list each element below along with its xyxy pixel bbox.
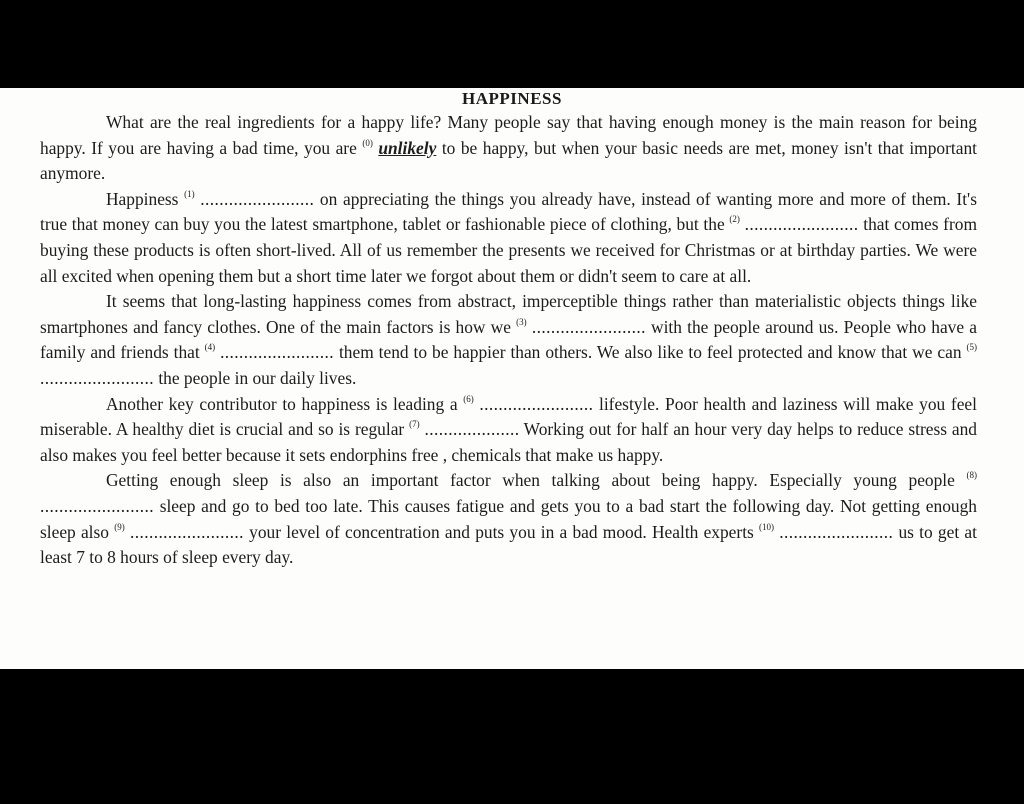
- text-segment: What are the real ingredients for a happy life? Many people say that having enough money is the main reason for being happy. If you are having a bad time, you are: [40, 112, 977, 158]
- gap-number-4: (4): [204, 342, 216, 353]
- bottom-black-bar: [0, 669, 1024, 804]
- paragraph-2: [40, 187, 977, 289]
- paragraph-3: [40, 289, 977, 391]
- gap-blank-2[interactable]: ........................: [744, 214, 859, 235]
- gap-number-8: (8): [966, 470, 977, 481]
- gap-number-5: (5): [966, 342, 977, 353]
- text-segment: lifestyle. Poor health and laziness will make you feel miserable. A healthy diet is crucial and so is regular: [40, 393, 977, 440]
- gap-number-2: (2): [729, 214, 740, 225]
- gap-blank-4[interactable]: ........................: [220, 342, 335, 363]
- gap-blank-9[interactable]: ........................: [129, 521, 244, 542]
- document-title: HAPPINESS: [462, 89, 562, 108]
- gap-blank-6[interactable]: ........................: [479, 393, 594, 414]
- gap-blank-8[interactable]: ........................: [40, 495, 154, 516]
- text-segment: on appreciating the things you already have, instead of wanting more and more of them. It's true that money can buy you the latest smartphone, tablet or fashionable piece of clothing, but the: [40, 188, 977, 235]
- text-segment: to be happy, but when your basic needs are met, money isn't that important anymore.: [40, 137, 977, 184]
- text-segment: Happiness: [106, 188, 179, 209]
- top-black-bar: [0, 0, 1024, 88]
- gap-number-0: (0): [362, 137, 373, 148]
- gap-number-10: (10): [759, 521, 775, 532]
- paragraph-4: [40, 392, 977, 469]
- gap-number-1: (1): [184, 188, 195, 199]
- paragraph-1: [40, 110, 977, 187]
- example-answer: unlikely: [378, 137, 437, 158]
- gap-number-6: (6): [463, 393, 474, 404]
- text-segment: It seems that long-lasting happiness comes from abstract, imperceptible things rather than materialistic objects things like smartphones and fancy clothes. One of the main factors is how we: [40, 291, 977, 337]
- gap-number-3: (3): [516, 316, 527, 327]
- text-segment: that comes from buying these products is often short-lived. All of us remember the presents we received for Christmas or at birthday parties. We were all excited when opening them but a short time later we forgot about them or didn't seem to care at all.: [40, 214, 977, 286]
- gap-blank-3[interactable]: ........................: [531, 316, 646, 337]
- text-segment: sleep and go to bed too late. This causes fatigue and gets you to a bad start the following day. Not getting enough sleep also: [40, 495, 977, 542]
- gap-number-7: (7): [409, 419, 420, 430]
- paragraph-5: [40, 468, 977, 570]
- document-page: [0, 88, 1024, 669]
- gap-blank-10[interactable]: ........................: [779, 521, 894, 542]
- text-segment: Another key contributor to happiness is leading a: [106, 393, 458, 414]
- text-segment: us to get at least 7 to 8 hours of sleep every day.: [40, 521, 977, 568]
- text-segment: . Working out for half an hour very day helps to reduce stress and also makes you feel better because it sets endorphins free , chemicals that make us happy.: [40, 419, 977, 465]
- text-segment: them tend to be happier than others. We also like to feel protected and know that we can: [338, 342, 962, 363]
- text-segment: Getting enough sleep is also an important factor when talking about being happy. Especially young people: [106, 470, 955, 491]
- gap-blank-1[interactable]: ........................: [200, 188, 315, 209]
- text-segment: with the people around us. People who have a family and friends that: [40, 316, 978, 363]
- gap-blank-7[interactable]: ...................: [424, 419, 515, 440]
- text-segment: your level of concentration and puts you in a bad mood. Health experts: [249, 521, 754, 542]
- gap-number-9: (9): [114, 521, 125, 532]
- text-segment: the people in our daily lives.: [158, 367, 357, 388]
- document-body: [40, 110, 977, 571]
- gap-blank-5[interactable]: ........................: [40, 367, 154, 388]
